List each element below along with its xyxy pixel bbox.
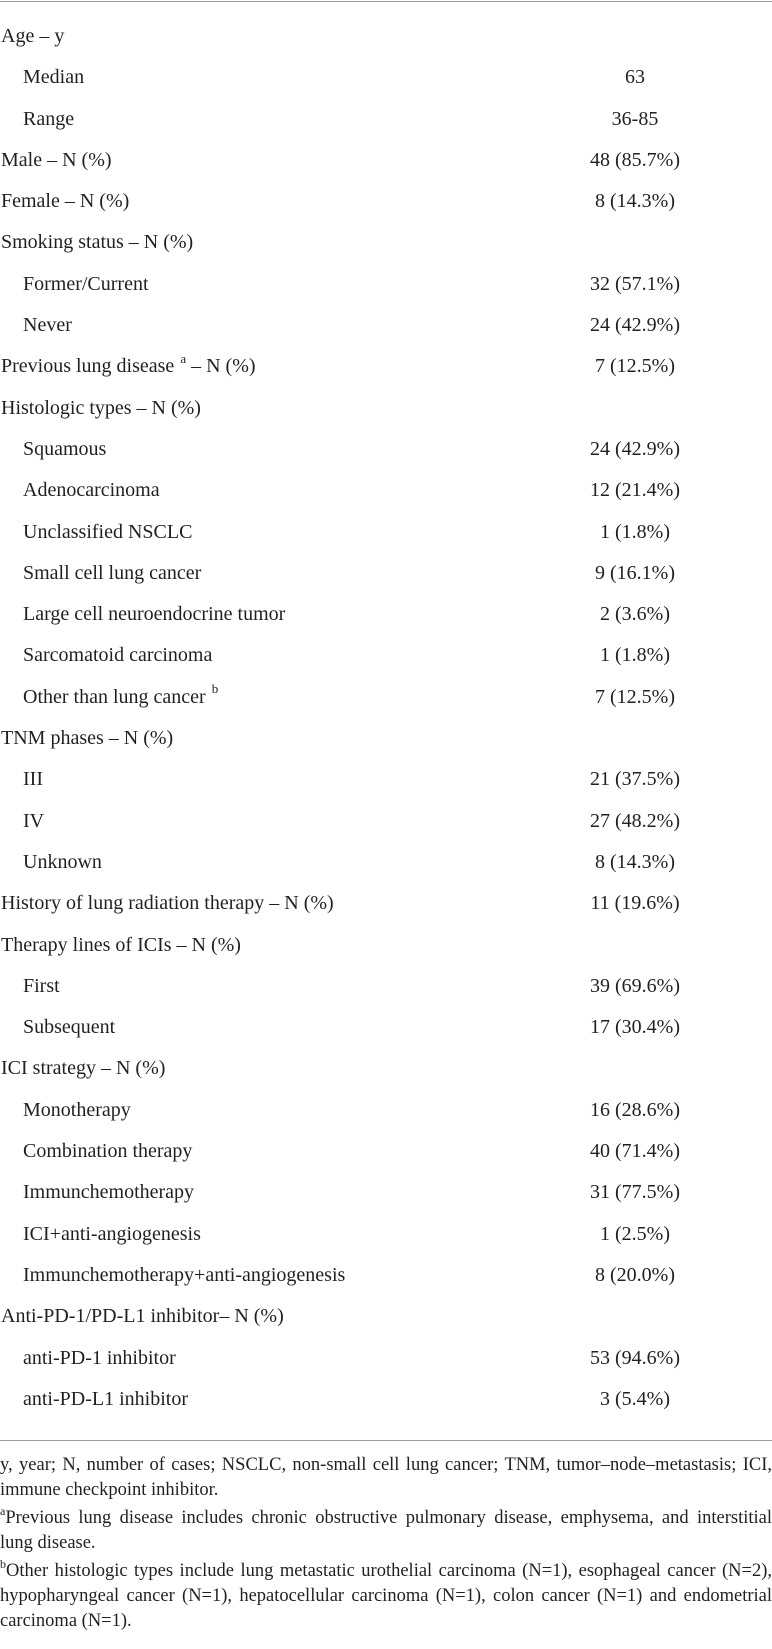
footnote-marker: a: [180, 350, 187, 366]
table-row: [0, 429, 772, 470]
row-value: 48 (85.7%): [590, 148, 680, 171]
row-label: [23, 594, 285, 635]
row-label-suffix: – N (%): [186, 355, 256, 378]
row-label-text: Monotherapy: [23, 1098, 131, 1121]
row-label: [1, 1296, 284, 1337]
row-label-text: Smoking status – N (%): [1, 231, 194, 254]
row-label: [23, 264, 149, 305]
row-label-text: Other than lung cancer: [23, 685, 206, 708]
row-label: [23, 470, 160, 511]
footnote-b-marker: b: [0, 1556, 6, 1571]
row-label-text: anti-PD-L1 inhibitor: [23, 1387, 188, 1410]
row-value: 21 (37.5%): [590, 768, 680, 791]
row-label: [1, 1048, 165, 1089]
table-row: [0, 1296, 772, 1337]
row-label: [1, 883, 334, 924]
table-row: [0, 1090, 772, 1131]
table-row: [0, 57, 772, 98]
table-row: [0, 1131, 772, 1172]
row-label: [1, 718, 173, 759]
row-label-text: Never: [23, 314, 72, 337]
row-value: 40 (71.4%): [590, 1140, 680, 1163]
table-row: [0, 925, 772, 966]
row-label: [23, 1090, 131, 1131]
row-value: 63: [625, 66, 645, 89]
row-label-text: Unknown: [23, 850, 102, 873]
row-label-text: Large cell neuroendocrine tumor: [23, 603, 286, 626]
row-label-text: Immunchemotherapy+anti-angiogenesis: [23, 1263, 346, 1286]
table-row: [0, 883, 772, 924]
row-label-text: Age – y: [1, 25, 65, 47]
table-row: [0, 553, 772, 594]
row-label-text: Anti-PD-1/PD-L1 inhibitor– N (%): [1, 1305, 284, 1328]
row-label: [1, 925, 241, 966]
row-value: 2 (3.6%): [600, 603, 670, 626]
row-value: 27 (48.2%): [590, 809, 680, 832]
row-label-text: Male – N (%): [1, 148, 112, 171]
row-label: [23, 1172, 194, 1213]
table-row: [0, 99, 772, 140]
row-value: 16 (28.6%): [590, 1098, 680, 1121]
row-label-text: TNM phases – N (%): [1, 727, 174, 750]
row-label: [23, 677, 218, 718]
table-row: [0, 346, 772, 387]
row-label-text: ICI strategy – N (%): [1, 1057, 166, 1080]
row-label-text: Unclassified NSCLC: [23, 520, 193, 543]
table-row: [0, 222, 772, 263]
table-row: [0, 801, 772, 842]
row-value: 12 (21.4%): [590, 479, 680, 502]
row-value: 39 (69.6%): [590, 974, 680, 997]
table-row: [0, 842, 772, 883]
row-label: [23, 429, 106, 470]
table-row: [0, 966, 772, 1007]
table-footnotes: [0, 1453, 772, 1634]
row-value: 1 (1.8%): [600, 644, 670, 667]
row-label-text: Combination therapy: [23, 1140, 193, 1163]
row-label: [23, 842, 102, 883]
row-label-text: Therapy lines of ICIs – N (%): [1, 933, 241, 956]
row-value: 7 (12.5%): [595, 355, 675, 378]
table-row: [0, 181, 772, 222]
row-label-text: Sarcomatoid carcinoma: [23, 644, 213, 667]
row-value: 31 (77.5%): [590, 1181, 680, 1204]
table-top-rule: [0, 1, 772, 2]
table-row: [0, 264, 772, 305]
row-value: 11 (19.6%): [590, 892, 680, 915]
row-label-text: Adenocarcinoma: [23, 479, 160, 502]
row-label: [1, 140, 112, 181]
row-label: [1, 222, 193, 263]
row-label: [1, 16, 64, 57]
footnote-marker: b: [211, 681, 219, 697]
table-row: [0, 388, 772, 429]
table-row: [0, 1172, 772, 1213]
footnote-a: [0, 1503, 772, 1556]
row-label: [23, 1338, 176, 1379]
row-label: [23, 1255, 345, 1296]
row-label: [23, 305, 72, 346]
row-label-text: First: [23, 974, 60, 997]
row-label: [23, 1131, 192, 1172]
row-label: [23, 759, 43, 800]
row-label-text: Subsequent: [23, 1016, 116, 1039]
table-row: [0, 718, 772, 759]
table-row: [0, 1379, 772, 1420]
row-label: [23, 1214, 201, 1255]
table-row: [0, 470, 772, 511]
row-label-text: Immunchemotherapy: [23, 1181, 195, 1204]
row-label: [23, 966, 60, 1007]
table-row: [0, 1338, 772, 1379]
table-row: [0, 1255, 772, 1296]
row-value: 24 (42.9%): [590, 314, 680, 337]
row-label-text: III: [23, 768, 43, 791]
row-value: 1 (1.8%): [600, 520, 670, 543]
row-value: 53 (94.6%): [590, 1346, 680, 1369]
footnote-b-text: Other histologic types include lung metastatic urothelial carcinoma (N=1), esophageal cancer (N=2), hypopharyngeal cancer (N=1), hepatocellular carcinoma (N=1), colon cancer (N=1) and endometrial carcinoma (N=1).: [0, 1561, 772, 1631]
row-label: [23, 801, 44, 842]
row-label-text: IV: [23, 809, 45, 832]
row-label: [23, 1379, 188, 1420]
row-label-text: Histologic types – N (%): [1, 396, 201, 419]
row-label-text: Squamous: [23, 437, 107, 460]
footnote-a-marker: a: [0, 1503, 6, 1518]
row-label-text: Small cell lung cancer: [23, 561, 202, 584]
row-value: 9 (16.1%): [595, 561, 675, 584]
row-value: 7 (12.5%): [595, 685, 675, 708]
row-label: [23, 553, 201, 594]
footnote-a-text: Previous lung disease includes chronic obstructive pulmonary disease, emphysema, and interstitial lung disease.: [0, 1508, 772, 1553]
table-row: [0, 1048, 772, 1089]
table-row: [0, 677, 772, 718]
table-row: [0, 16, 772, 57]
table-row: [0, 305, 772, 346]
row-label: [23, 99, 74, 140]
table-row: [0, 1214, 772, 1255]
row-label: [23, 635, 212, 676]
row-value: 8 (20.0%): [595, 1263, 675, 1286]
table-row: [0, 1007, 772, 1048]
row-label-text: ICI+anti-angiogenesis: [23, 1222, 201, 1245]
table-row: [0, 140, 772, 181]
row-value: 8 (14.3%): [595, 190, 675, 213]
row-value: 1 (2.5%): [600, 1222, 670, 1245]
row-value: 32 (57.1%): [590, 272, 680, 295]
row-label: [1, 388, 201, 429]
footnote-b: [0, 1556, 772, 1634]
row-value: 36-85: [611, 107, 659, 130]
row-value: 24 (42.9%): [590, 437, 680, 460]
row-label-text: History of lung radiation therapy – N (%): [1, 892, 334, 915]
row-label-text: Range: [23, 107, 75, 130]
table-bottom-rule: [0, 1440, 772, 1441]
row-label: [23, 1007, 115, 1048]
footnote-abbreviations: y, year; N, number of cases; NSCLC, non-small cell lung cancer; TNM, tumor–node–metastasis; ICI, immune checkpoint inhibitor.: [0, 1455, 772, 1500]
table-row: [0, 594, 772, 635]
row-label: [1, 181, 129, 222]
table-row: [0, 759, 772, 800]
row-value: 3 (5.4%): [600, 1387, 670, 1410]
table-row: [0, 635, 772, 676]
row-label-text: anti-PD-1 inhibitor: [23, 1346, 176, 1369]
row-label-text: Former/Current: [23, 272, 149, 295]
row-label-text: Previous lung disease: [1, 355, 175, 378]
table-row: [0, 512, 772, 553]
patient-characteristics-table: [0, 16, 772, 1420]
row-value: 17 (30.4%): [590, 1016, 680, 1039]
row-label: [23, 57, 84, 98]
row-label-text: Female – N (%): [1, 190, 130, 213]
row-value: 8 (14.3%): [595, 850, 675, 873]
row-label-text: Median: [23, 66, 85, 89]
row-label: [1, 346, 256, 387]
row-label: [23, 512, 192, 553]
